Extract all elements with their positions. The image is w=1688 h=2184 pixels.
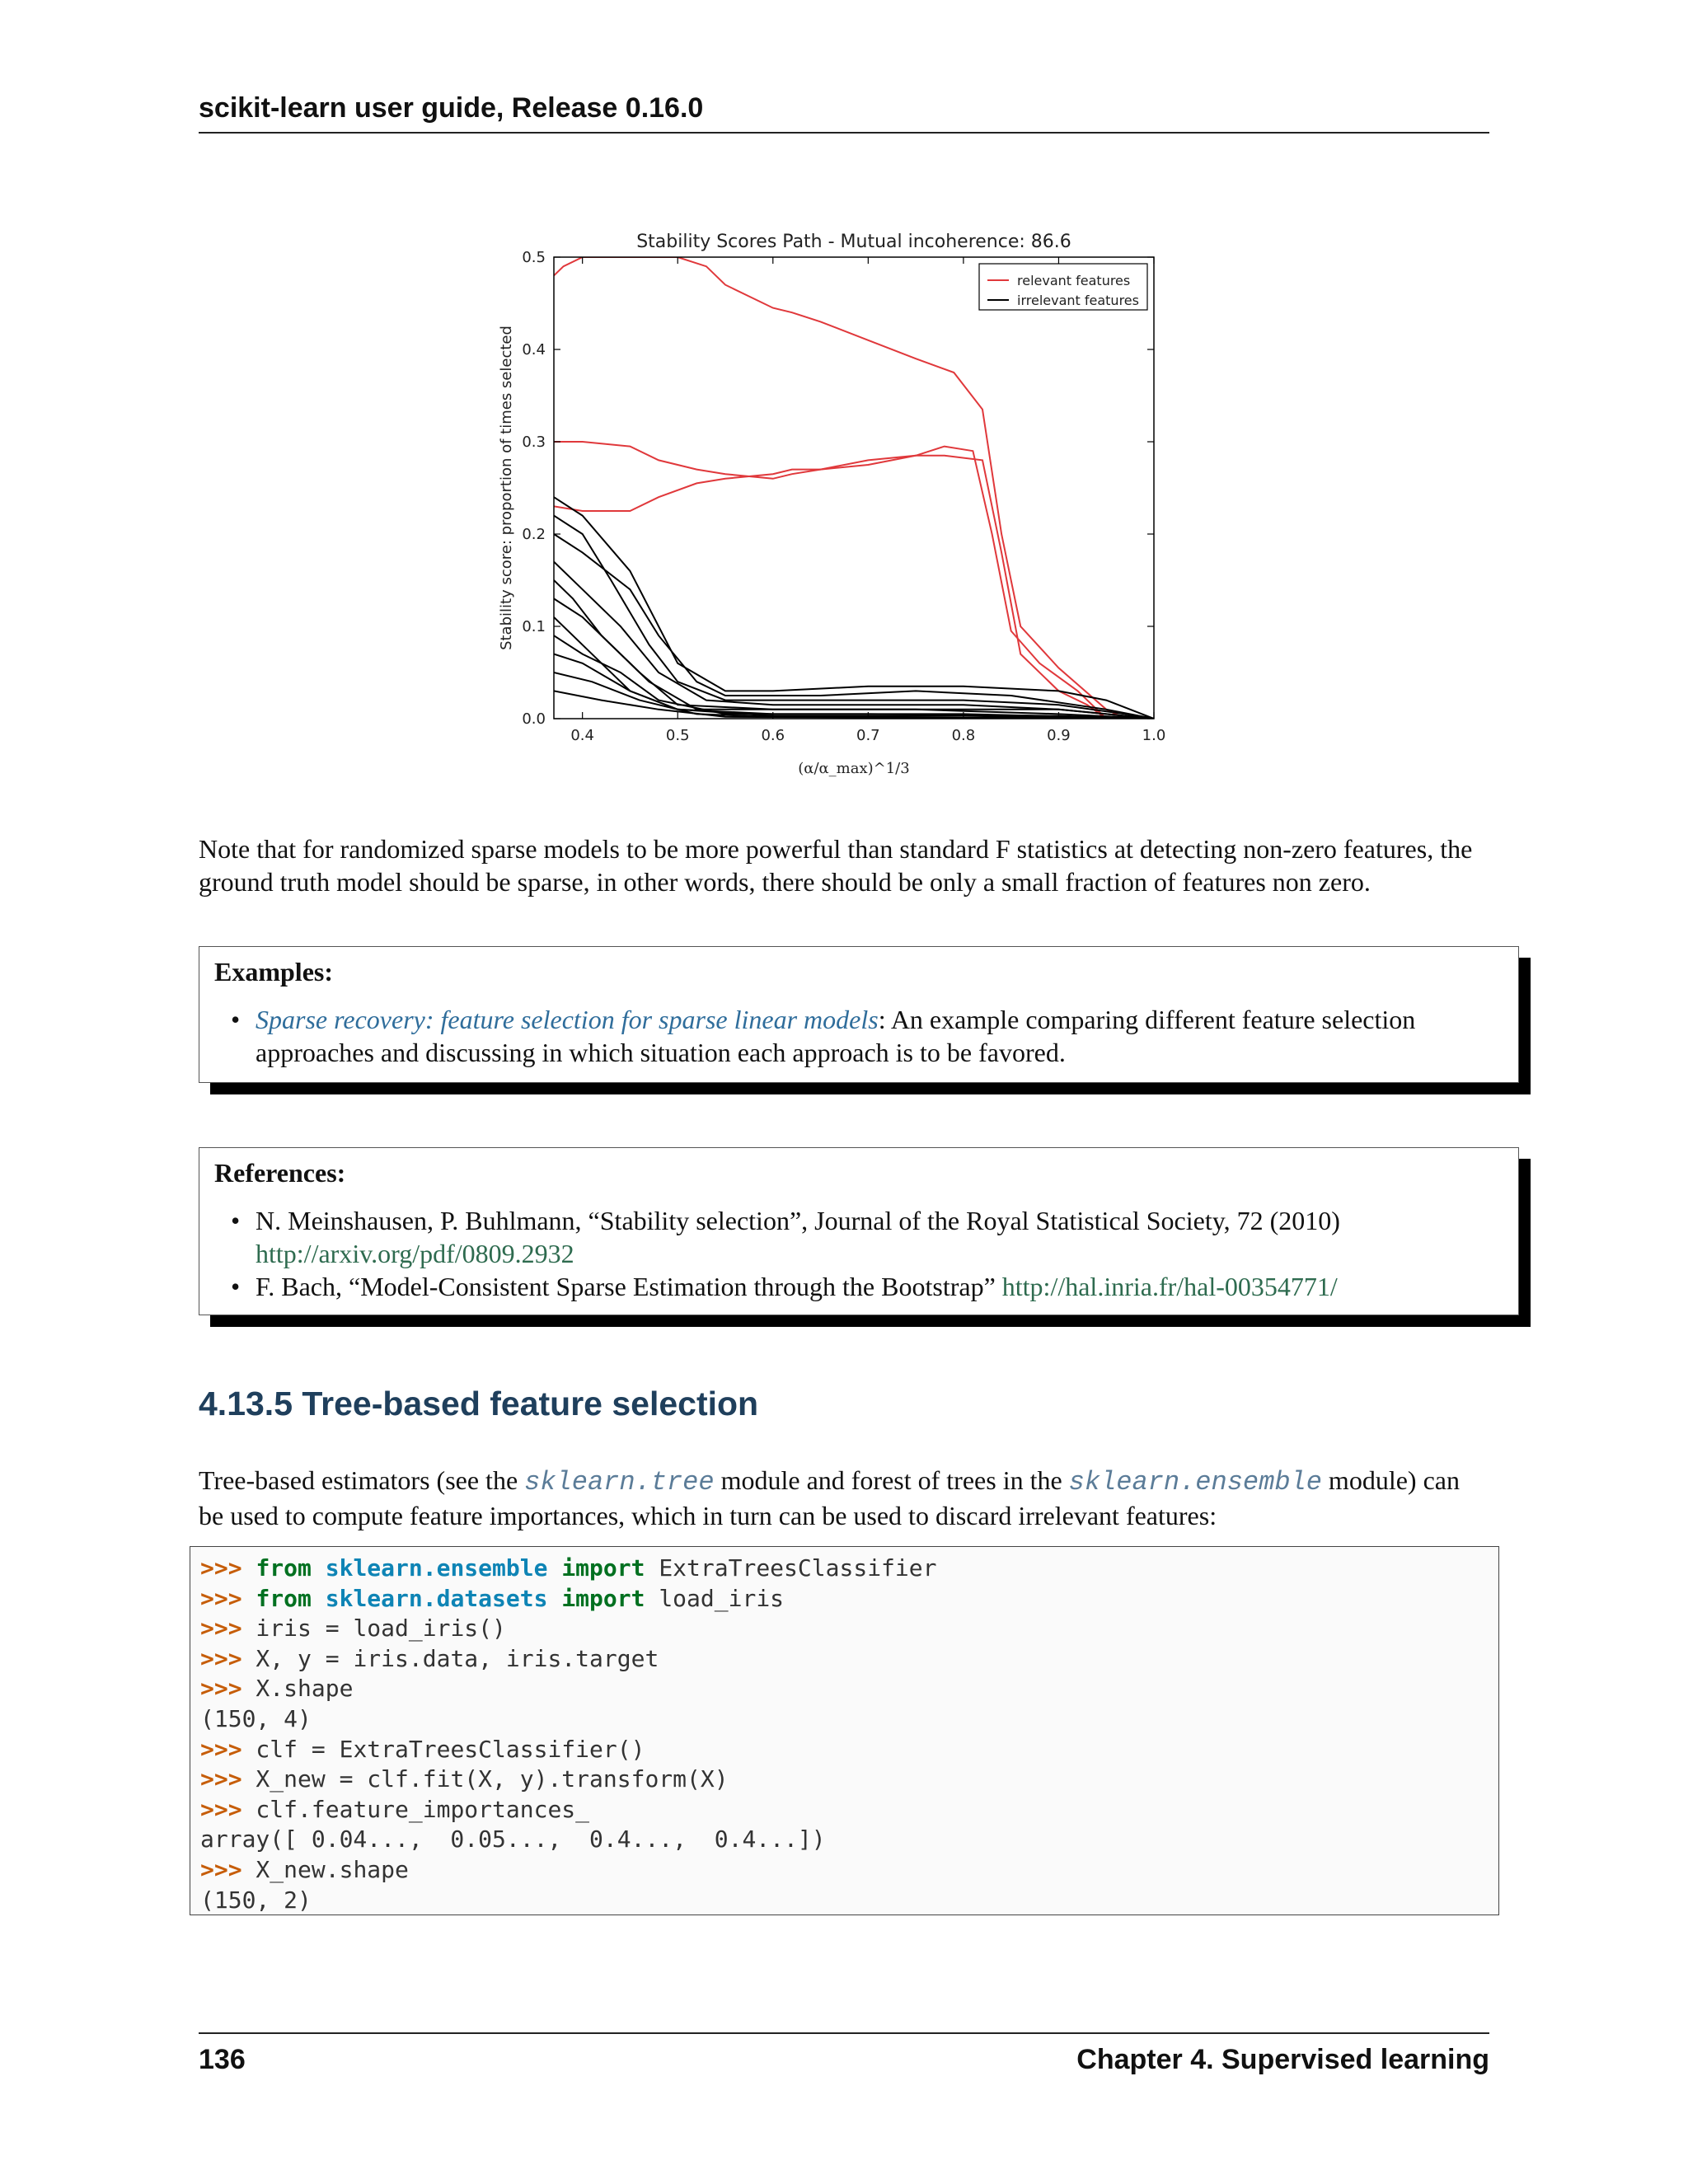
note-paragraph: Note that for randomized sparse models to be more powerful than standard F statistics at detecting non-zero features, the ground truth model should be sparse, in other words, there should be only a small fraction of features non zero. [199,834,1473,897]
relevant-series-line-1 [554,442,1106,719]
sklearn-ensemble-link[interactable]: sklearn.ensemble [1068,1467,1322,1497]
y-tick-label: 0.1 [522,618,546,635]
plot-frame [554,257,1154,719]
examples-box [199,946,1519,1083]
x-tick-label: 0.4 [570,727,594,744]
irrelevant-series-line-6 [554,562,1154,719]
x-tick-label: 0.6 [761,727,785,744]
y-tick-label: 0.0 [522,710,546,728]
x-tick-label: 0.8 [951,727,976,744]
references-title: References: [214,1158,346,1188]
irrelevant-series-line-3 [554,497,1154,719]
chart-title: Stability Scores Path - Mutual incoherence: 86.6 [636,232,1071,252]
references-box [199,1147,1519,1315]
x-tick-label: 1.0 [1142,727,1166,744]
reference-2-link[interactable]: http://hal.inria.fr/hal-00354771/ [1001,1272,1338,1301]
chapter-title: Chapter 4. Supervised learning [1076,2044,1489,2075]
section-paragraph [199,1464,1489,1532]
reference-2-text: F. Bach, “Model-Consistent Sparse Estimation through the Bootstrap” [256,1272,1002,1301]
y-tick-label: 0.5 [522,249,546,266]
section-text-1: Tree-based estimators (see the [199,1465,525,1495]
reference-item-1 [256,1204,1452,1270]
x-tick-label: 0.9 [1047,727,1071,744]
irrelevant-series-line-5 [554,534,1154,719]
section-text-2: module and forest of trees in the [714,1465,1069,1495]
examples-title: Examples: [214,957,333,987]
chart-svg [495,224,1179,785]
irrelevant-series-line-7 [554,580,1154,719]
page-header [199,92,1489,134]
examples-list [256,1003,1452,1069]
page-footer [199,2032,1489,2075]
legend-label: relevant features [1017,273,1131,288]
x-tick-label: 0.7 [856,727,880,744]
sparse-recovery-link[interactable]: Sparse recovery: feature selection for sparse linear models [256,1005,879,1034]
stability-chart [495,224,1179,785]
sklearn-tree-link[interactable]: sklearn.tree [524,1467,715,1497]
section-heading: 4.13.5 Tree-based feature selection [199,1385,759,1422]
reference-1-link[interactable]: http://arxiv.org/pdf/0809.2932 [256,1239,574,1268]
examples-item [256,1003,1452,1069]
y-axis-label: Stability score: proportion of times selected [498,326,515,650]
reference-1-text: N. Meinshausen, P. Buhlmann, “Stability selection”, Journal of the Royal Statistical Society, 72 (2010) [256,1206,1340,1235]
y-tick-label: 0.3 [522,434,546,451]
code-block[interactable] [190,1546,1499,1915]
references-list [256,1204,1452,1303]
irrelevant-series-line-4 [554,516,1154,719]
section-text-3: module) can be used to compute feature importances, which in turn can be used to discard irrelevant features: [199,1465,1460,1530]
page-number: 136 [199,2044,246,2075]
reference-item-2 [256,1270,1452,1303]
y-tick-label: 0.4 [522,341,546,359]
running-title: scikit-learn user guide, Release 0.16.0 [199,92,704,124]
examples-item-text: : An example comparing different feature selection approaches and discussing in which situation each approach is to be favored. [256,1005,1416,1067]
code-text: >>> from sklearn.ensemble import ExtraTreesClassifier >>> from sklearn.datasets import load_iris >>> iris = load_iris() >>> X, y = iris.data, iris.target >>> X.shape (150, 4) >>> clf = ExtraTreesClassifier() >>> X_new = clf.fit(X, y).transform(X) >>> clf.feature_importances_ array([ 0.04..., 0.05..., 0.4..., 0.4...]) >>> X_new.shape (150, 2) [200,1554,937,1914]
y-tick-label: 0.2 [522,526,546,543]
x-axis-label: (α/α_max)^1/3 [798,760,910,777]
legend-label: irrelevant features [1017,293,1139,308]
x-tick-label: 0.5 [665,727,690,744]
